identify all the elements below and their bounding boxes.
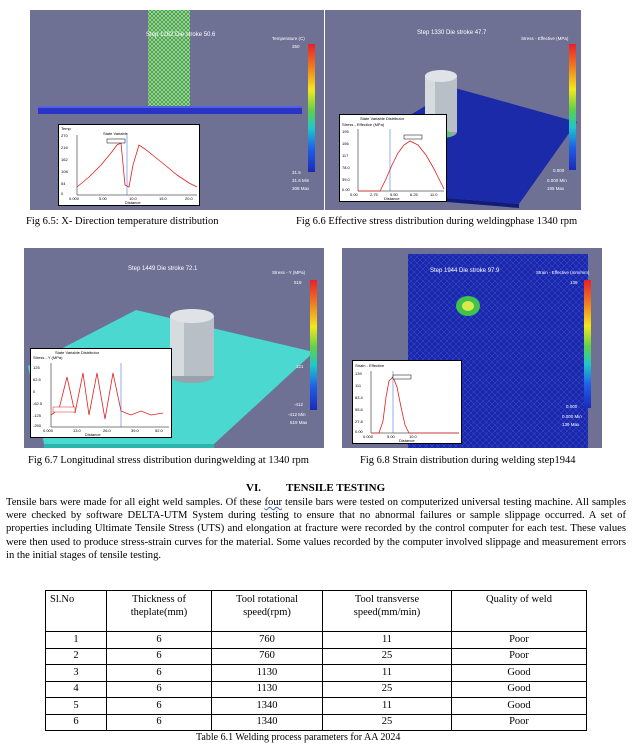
- max-label: 139 Max: [562, 422, 580, 427]
- x-tick: 13.0: [73, 428, 81, 433]
- y-tick: 55.6: [355, 407, 363, 412]
- scale-tick: 519: [294, 280, 302, 285]
- table-cell: 1: [46, 632, 107, 649]
- y-tick: -62.5: [33, 401, 43, 406]
- scale-tick: 350: [292, 44, 300, 49]
- table-cell: 6: [107, 665, 212, 682]
- section-paragraph: [6, 496, 626, 562]
- x-tick: 11.0: [430, 192, 438, 197]
- max-label: 308 Max: [292, 186, 310, 191]
- min-label: 0.000 Min: [547, 178, 567, 183]
- table-row: [46, 714, 587, 731]
- figure-title: Step 1330 Die stroke 47.7: [417, 30, 487, 36]
- table-cell: Good: [452, 698, 587, 715]
- table-cell: Poor: [452, 632, 587, 649]
- table-cell: 25: [323, 681, 452, 698]
- table-cell: 6: [107, 681, 212, 698]
- figure-caption: Fig 6.6 Effective stress distribution during weldingphase 1340 rpm: [296, 216, 578, 227]
- table-cell: 760: [212, 648, 323, 665]
- plot-curve: [340, 115, 446, 201]
- figure-6-8: [342, 248, 602, 448]
- y-tick: 83.4: [355, 395, 363, 400]
- table-header-row: [46, 591, 587, 632]
- x-tick: 0.000: [43, 428, 54, 433]
- y-tick: 216: [61, 145, 68, 150]
- table-cell: 6: [107, 698, 212, 715]
- paragraph-text-part: Tensile bars were made for all eight weld samples. Of these: [6, 497, 265, 508]
- y-tick: 54: [61, 181, 66, 186]
- y-tick: 0.00: [355, 429, 363, 434]
- section-number: VI.: [246, 482, 261, 494]
- colorbar: [308, 44, 315, 172]
- y-tick: 108: [61, 169, 68, 174]
- distribution-plot: [339, 114, 447, 202]
- table-cell: 760: [212, 632, 323, 649]
- table-cell: 4: [46, 681, 107, 698]
- y-tick: 162: [61, 157, 68, 162]
- table-cell: Poor: [452, 714, 587, 731]
- figure-title: Step 1944 Die stroke 97.9: [430, 268, 500, 274]
- table-cell: 1130: [212, 665, 323, 682]
- distribution-plot: [352, 360, 462, 444]
- max-label: 519 Max: [290, 420, 308, 425]
- plot-xlabel: Distance: [384, 196, 400, 201]
- table-cell: 25: [323, 648, 452, 665]
- x-tick: 10.0: [129, 196, 137, 201]
- x-tick: 2.75: [370, 192, 378, 197]
- table-cell: Good: [452, 665, 587, 682]
- parameters-table: [45, 590, 587, 731]
- table-cell: 6: [46, 714, 107, 731]
- table-cell: 5: [46, 698, 107, 715]
- plot-xlabel: Distance: [125, 200, 141, 205]
- y-tick: 0.00: [342, 187, 350, 192]
- scale-tick: 31.5: [292, 170, 301, 175]
- y-tick: 117: [342, 153, 349, 158]
- section-title: TENSILE TESTING: [286, 482, 386, 494]
- x-tick: 26.0: [103, 428, 111, 433]
- table-cell: 1340: [212, 698, 323, 715]
- plot-ylabel: Temp: [61, 126, 71, 131]
- table-cell: 1130: [212, 681, 323, 698]
- figure-caption: Fig 6.7 Longitudinal stress distribution duringwelding at 1340 rpm: [28, 455, 309, 466]
- y-tick: 139: [355, 371, 362, 376]
- spellcheck-underlined-word: four: [264, 497, 283, 508]
- colorbar: [584, 280, 591, 408]
- figure-caption: Fig 6.8 Strain distribution during welding step1944: [360, 455, 576, 466]
- plot-curve: [353, 361, 461, 443]
- max-label: 195 Max: [547, 186, 565, 191]
- y-tick: 195: [342, 129, 349, 134]
- table-cell: 3: [46, 665, 107, 682]
- table-row: [46, 632, 587, 649]
- paragraph-text-part: tensile bars were tested on computerized universal testing machine. All samples were checked by software DELTA-UTM System during testing to ensure that no abnormal failures or sample slippage occurred. A set of properties including Ultimate Tensile Stress (UTS) and elongation at fracture were recorded by the control computer for each test. These values were then used to produce stress-strain curves for the material. Some values recorded by the computer involved slippage and measurement errors in the initial stages of tensile testing.: [6, 497, 627, 561]
- y-tick: 0: [33, 389, 36, 394]
- table-cell: 11: [323, 665, 452, 682]
- column-header: Quality of weld: [452, 591, 587, 632]
- table-cell: Good: [452, 681, 587, 698]
- plot-xlabel: Distance: [85, 432, 101, 437]
- x-tick: 0.000: [363, 434, 374, 439]
- x-tick: 15.0: [159, 196, 167, 201]
- plot-title: State Variable Distributor: [55, 350, 100, 355]
- min-label: 31.6 Min: [292, 178, 310, 183]
- plot-ylabel: Strain - Effective: [355, 363, 385, 368]
- plot-curve: [31, 349, 171, 437]
- x-tick: 5.50: [390, 192, 398, 197]
- x-tick: 10.0: [409, 434, 417, 439]
- scale-tick: -412: [294, 402, 304, 407]
- distribution-plot: [30, 348, 172, 438]
- figure-6-6: [325, 10, 581, 210]
- table-caption: Table 6.1 Welding process parameters for AA 2024: [196, 732, 401, 743]
- table-cell: 25: [323, 714, 452, 731]
- y-tick: -125: [33, 413, 42, 418]
- y-tick: 78.0: [342, 165, 350, 170]
- y-tick: 111: [355, 383, 362, 388]
- figure-caption: Fig 6.5: X- Direction temperature distribution: [26, 216, 219, 227]
- scale-tick: 0.000: [553, 168, 565, 173]
- x-tick: 5.00: [99, 196, 107, 201]
- y-tick: 270: [61, 133, 68, 138]
- table-row: [46, 665, 587, 682]
- scale-tick: 121: [296, 364, 304, 369]
- table-cell: 2: [46, 648, 107, 665]
- plot-title: State Variable Distributor: [360, 116, 405, 121]
- x-tick: 5.00: [387, 434, 395, 439]
- x-tick: 8.25: [410, 192, 418, 197]
- distribution-plot: [58, 124, 200, 206]
- figure-6-5: [30, 10, 324, 210]
- y-tick: 0: [61, 191, 64, 196]
- scale-tick: 139: [570, 280, 578, 285]
- min-label: 0.000 Min: [562, 414, 582, 419]
- y-tick: 62.5: [33, 377, 41, 382]
- y-tick: -250: [33, 423, 42, 428]
- table-cell: 11: [323, 698, 452, 715]
- table-cell: 6: [107, 714, 212, 731]
- table-cell: 6: [107, 632, 212, 649]
- table-cell: 6: [107, 648, 212, 665]
- figure-title: Step 1262 Die stroke 50.6: [146, 32, 216, 38]
- table-row: [46, 681, 587, 698]
- y-tick: 125: [33, 365, 40, 370]
- plot-title: State Variable: [103, 131, 128, 136]
- table-cell: 11: [323, 632, 452, 649]
- scale-tick: 0.000: [566, 404, 578, 409]
- figure-title: Step 1449 Die stroke 72.1: [128, 266, 198, 272]
- figure-6-7: [24, 248, 324, 448]
- scale-title: Stress - Effective (MPa): [521, 36, 569, 41]
- min-label: -412 Min: [288, 412, 306, 417]
- column-header: Thickness of theplate(mm): [107, 591, 212, 632]
- table-cell: 1340: [212, 714, 323, 731]
- column-header: Tool rotational speed(rpm): [212, 591, 323, 632]
- colorbar: [310, 280, 317, 410]
- x-tick: 20.0: [185, 196, 193, 201]
- x-tick: 39.0: [131, 428, 139, 433]
- plot-curve: [59, 125, 199, 205]
- y-tick: 156: [342, 141, 349, 146]
- y-tick: 27.8: [355, 419, 363, 424]
- colorbar: [569, 44, 576, 170]
- column-header: Tool transverse speed(mm/min): [323, 591, 452, 632]
- x-tick: 0.00: [350, 192, 358, 197]
- scale-title: Stress - Y (MPa): [272, 270, 306, 275]
- scale-title: Strain - Effective (mm/mm): [536, 270, 590, 275]
- column-header: Sl.No: [46, 591, 107, 632]
- y-tick: 39.0: [342, 177, 350, 182]
- x-tick: 0.000: [69, 196, 80, 201]
- table-cell: Poor: [452, 648, 587, 665]
- plot-xlabel: Distance: [399, 438, 415, 443]
- x-tick: 52.0: [155, 428, 163, 433]
- table-row: [46, 698, 587, 715]
- plot-ylabel: Stress - Y (MPa): [33, 355, 63, 360]
- plot-ylabel: Stress - Effective (MPa): [342, 122, 385, 127]
- table-row: [46, 648, 587, 665]
- scale-title: Temperature (C): [272, 36, 305, 41]
